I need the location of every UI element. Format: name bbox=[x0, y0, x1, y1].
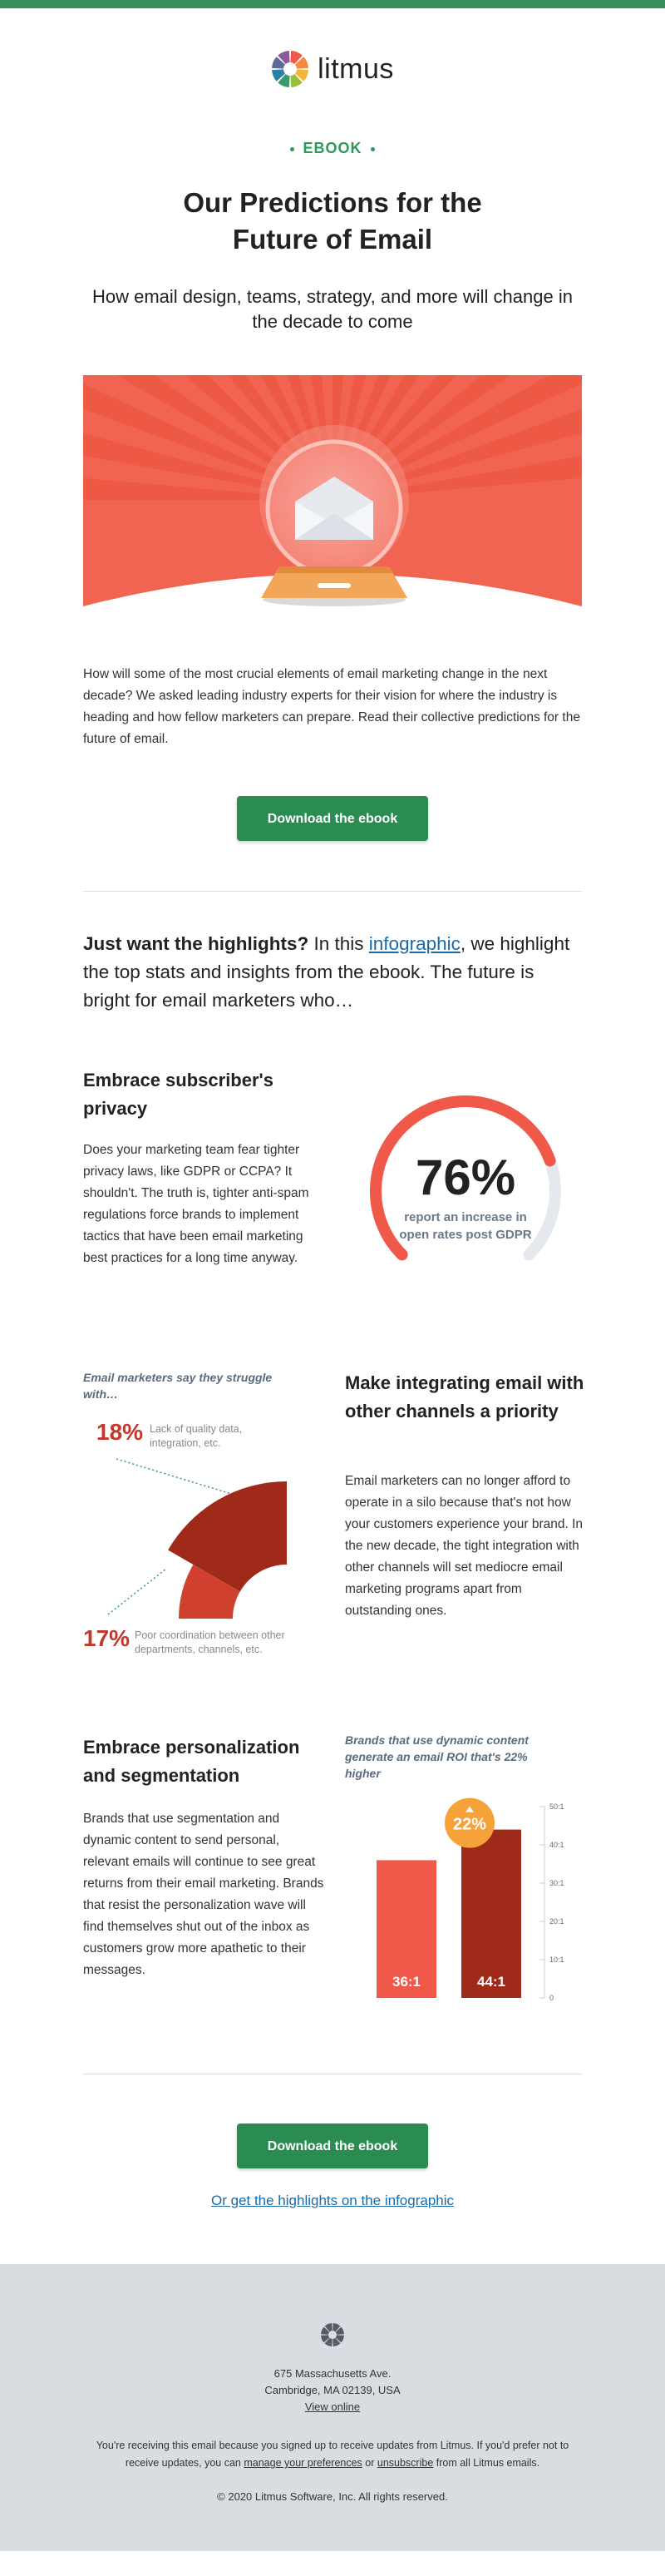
struggle-caption: Email marketers say they struggle with… bbox=[83, 1371, 273, 1401]
view-online-link[interactable]: View online bbox=[304, 2400, 361, 2413]
roi-chart bbox=[345, 1732, 586, 2031]
privacy-gauge bbox=[349, 1091, 582, 1299]
roi-badge-text: 22% bbox=[452, 1815, 487, 1834]
integration-body: Email marketers can no longer afford to operate in a silo because that's not how your customers experience your brand. In the new decade, the tight integration with other channels will set mediocre email marketing programs apart from outstanding ones. bbox=[345, 1474, 584, 1618]
integration-heading: Make integrating email with other channels a priority bbox=[345, 1372, 584, 1421]
brand-name: litmus bbox=[318, 52, 394, 85]
gauge-label: report an increase in bbox=[404, 1210, 527, 1224]
hero-illustration bbox=[83, 375, 582, 616]
stat-coordination-label: Poor coordination between other departments, channels, etc. bbox=[135, 1629, 285, 1655]
y-tick-label: 30:1 bbox=[549, 1879, 564, 1887]
top-accent-bar bbox=[0, 0, 665, 8]
bar bbox=[461, 1830, 521, 1998]
y-tick-label: 50:1 bbox=[549, 1802, 564, 1811]
gauge-value: 76% bbox=[415, 1150, 516, 1205]
page-title: Our Predictions for the Future of Email bbox=[183, 187, 482, 255]
manage-preferences-link[interactable]: manage your preferences bbox=[244, 2457, 362, 2469]
infographic-alt-link[interactable]: Or get the highlights on the infographic bbox=[210, 2193, 455, 2208]
footer bbox=[0, 2264, 665, 2551]
stat-coordination-value: 17% bbox=[83, 1625, 131, 1651]
personalization-body: Brands that use segmentation and dynamic content to send personal, relevant emails will continue to see great returns from their email marketing. Brands that resist the personalization wave will find themselves shut out of the inbox as customers grow more apathetic to their messages. bbox=[83, 1812, 324, 1977]
y-tick-label: 20:1 bbox=[549, 1917, 564, 1926]
footer-notice: You're receiving this email because you signed up to receive updates from Litmus. If you'd prefer not to receive updates, you can manage your preferences or unsubscribe from all Litmus emails. bbox=[96, 2440, 569, 2469]
svg-text:open rates post GDPR: open rates post GDPR bbox=[399, 1228, 532, 1242]
unsubscribe-link[interactable]: unsubscribe bbox=[377, 2457, 434, 2469]
struggle-chart bbox=[83, 1369, 316, 1669]
stat-quality-data-label: Lack of quality data, integration, etc. bbox=[150, 1423, 243, 1449]
y-tick-label: 10:1 bbox=[549, 1955, 564, 1964]
footer-copyright: © 2020 Litmus Software, Inc. All rights reserved. bbox=[217, 2490, 448, 2503]
privacy-body: Does your marketing team fear tighter privacy laws, like GDPR or CCPA? It shouldn't. The truth is, tighter anti-spam regulations force brands to implement tactics that have been email marketing best practices for a long time anyway. bbox=[83, 1143, 309, 1265]
download-ebook-button-2[interactable]: Download the ebook bbox=[237, 2124, 428, 2168]
privacy-heading: Embrace subscriber's privacy bbox=[83, 1070, 274, 1119]
section-divider bbox=[83, 891, 582, 892]
litmus-logo-icon bbox=[271, 50, 309, 88]
highlights-paragraph: Just want the highlights? In this infographic, we highlight the top stats and insights from the ebook. The future is bright for email marketers who… bbox=[83, 933, 570, 1011]
eyebrow-label: EBOOK bbox=[0, 140, 665, 157]
intro-paragraph: How will some of the most crucial elements of email marketing change in the next decade? We asked leading industry experts for their vision for where the industry is heading and how fellow marketers can prepare. Read their collective predictions for the future of email. bbox=[83, 667, 580, 746]
y-tick-label: 40:1 bbox=[549, 1841, 564, 1849]
bar-value-label: 36:1 bbox=[392, 1974, 421, 1990]
y-tick-label: 0 bbox=[549, 1994, 554, 2002]
bar-value-label: 44:1 bbox=[476, 1974, 506, 1990]
download-ebook-button[interactable]: Download the ebook bbox=[237, 796, 428, 841]
page-subtitle: How email design, teams, strategy, and more will change in the decade to come bbox=[92, 286, 573, 332]
footer-address: 675 Massachusetts Ave. Cambridge, MA 02139, USA View online bbox=[264, 2367, 401, 2413]
stat-quality-data-value: 18% bbox=[96, 1419, 144, 1445]
brand-logo[interactable] bbox=[0, 50, 665, 92]
roi-caption: Brands that use dynamic content generate an email ROI that's 22% higher bbox=[345, 1733, 529, 1780]
infographic-link[interactable]: infographic bbox=[368, 933, 461, 954]
litmus-footer-logo-icon bbox=[320, 2322, 345, 2347]
personalization-heading: Embrace personalization and segmentation bbox=[83, 1737, 300, 1786]
